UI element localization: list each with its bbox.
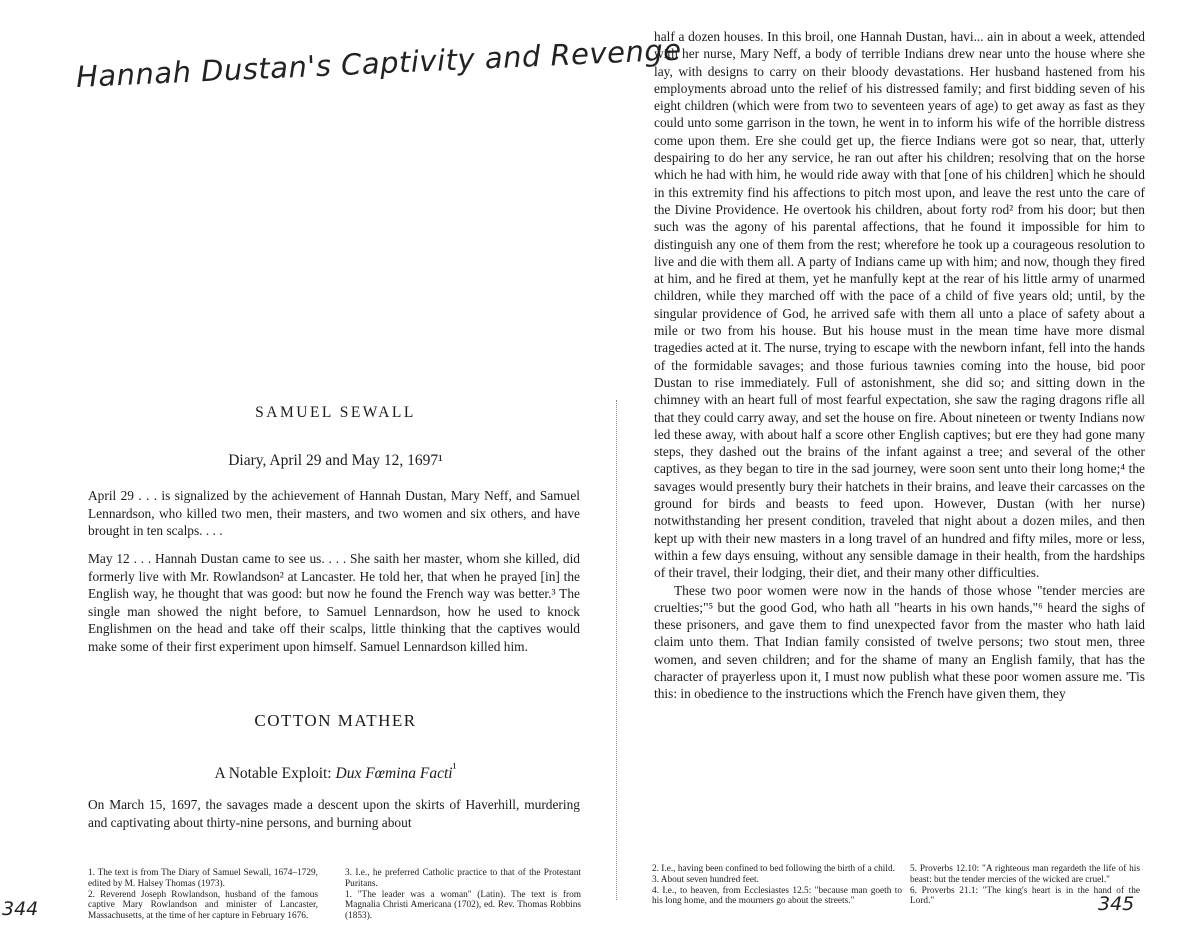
footnote: 3. About seven hundred feet. — [652, 874, 759, 885]
left-footnotes-column-2 — [345, 868, 581, 922]
footnote: 2. I.e., having been confined to bed following the birth of a child. — [652, 864, 895, 874]
right-footnotes-column-1 — [652, 864, 902, 907]
mather-title-latin: Dux Fœmina Facti — [335, 765, 453, 783]
footnote: 5. Proverbs 12.10: "A righteous man regardeth the life of his beast: but the tender mercies of the wicked are cruel." — [910, 864, 1140, 885]
left-page-number: 344 — [2, 898, 39, 920]
right-paragraph-1: half a dozen houses. In this broil, one Hannah Dustan, havi... ain in about a week, attended with her nurse, Mary Neff, a body of terrible Indians drew near unto the house where she lay, with designs to carry on their bloody devastations. Her husband hastened from his employments abroad unto the relief of his distressed family; and first bidding seven of his eight children (which were from two to seventeen years of age) to get away as fast as they could unto some garrison in the town, he went in to inform his wife of the horrible distress come upon them. Ere she could get up, the fierce Indians were got so near, that, utterly despairing to do her any service, he ran out after his children; resolving that on the horse which he had with him, he would ride away with that [one of his children] which he should in this extremity find his affections to pitch most upon, and leave the rest unto the care of the Divine Providence. He overtook his children, about forty rod² from his door; but then such was the agony of his parental affections, that he found it impossible for him to distinguish any one of them from the rest; wherefore he took up a courageous resolution to live and die with them all. A party of Indians came up with him; and now, though they fired at him, and he fired at them, yet he manfully kept at the rear of his little army of unarmed children, while they marched off with the pace of a child of five years old; until, by the singular providence of God, he arrived safe with them all unto a place of safety about a mile or two from his house. But his house must in the mean time have more dismal tragedies acted at it. The nurse, trying to escape with the newborn infant, fell into the hands of the formidable savages; and those furious tawnies coming into the house, bid poor Dustan to rise immediately. Full of astonishment, she did so; and sitting down in the chimney with an heart full of most fearful expectation, she saw the raging dragons rifle all that they could carry away, and set the house on fire. About nineteen or twenty Indians now led these away, with about half a score other English captives; but ere they had gone many steps, they dashed out the brains of the infant against a tree; and several of the other captives, as they began to tire in the sad journey, were soon sent unto their long home;⁴ the savages would presently bury their hatchets in their brains, and leave their carcasses on the ground for birds and beasts to feed upon. However, Dustan (with her nurse) notwithstanding her present condition, traveled that night about a dozen miles, and then kept up with their new masters in a long travel of an hundred and fifty miles, more or less, within a few days ensuing, without any sensible damage in their health, from the hardships of their travel, their lodging, their diet, and their many other difficulties. — [654, 29, 1145, 581]
mather-title-prefix: A Notable Exploit: — [214, 765, 336, 783]
handwritten-title: Hannah Dustan's Captivity and Revenge — [75, 32, 683, 94]
left-footnotes-column-1 — [88, 868, 318, 922]
right-paragraph-2: These two poor women were now in the hands of those whose "tender mercies are cruelties;"⁵ but the good God, who hath all "hearts in his own hands,"⁶ heard the sighs of these prisoners, and gave them to find unexpected favor from the master who hath laid claim unto them. That Indian family consisted of twelve persons; two stout men, three women, and seven children; and for the shame of many an English family, that has the character of prayerless upon it, I must now publish what these poor women assure me. 'Tis this: in obedience to the instructions which the French have given them, they — [654, 582, 1145, 702]
mather-work-title — [88, 760, 583, 783]
footnote: 3. I.e., he preferred Catholic practice to that of the Protestant Puritans. — [345, 868, 581, 889]
right-page — [612, 0, 1200, 927]
mather-paragraph-opening: On March 15, 1697, the savages made a descent upon the skirts of Haverhill, murdering and captivating about thirty-nine persons, and burning about — [88, 797, 580, 830]
footnote: 6. Proverbs 21.1: "The king's heart is in the hand of the Lord." — [910, 885, 1140, 907]
footnote: 1. "The leader was a woman" (Latin). The text is from Magnalia Christi Americana (1702), ed. Rev. Thomas Robbins (1853). — [345, 889, 581, 922]
right-page-number: 345 — [1098, 893, 1135, 915]
sewall-work-title: Diary, April 29 and May 12, 1697¹ — [228, 452, 443, 469]
footnote: 1. The text is from The Diary of Samuel Sewall, 1674–1729, edited by M. Halsey Thomas (1973). — [88, 868, 318, 889]
footnote: 2. Reverend Joseph Rowlandson, husband of the famous captive Mary Rowlandson and minister of Lancaster, Massachusetts, at the time of her capture in February 1676. — [88, 889, 318, 922]
mather-title-note: ¹ — [452, 760, 457, 775]
mather-author-heading: COTTON MATHER — [254, 711, 417, 730]
sewall-author-heading: SAMUEL SEWALL — [255, 404, 416, 421]
footnote: 4. I.e., to heaven, from Ecclesiastes 12.5: "because man goeth to his long home, and the mourners go about the streets." — [652, 885, 902, 907]
sewall-paragraph-may: May 12 . . . Hannah Dustan came to see us. . . . She saith her master, whom she killed, did formerly live with Mr. Rowlandson² at Lancaster. He told her, that when he prayed [in] the English way, he thought that was good: but now he found the French way was better.³ The single man showed the night before, to Samuel Lennardson, how he used to knock Englishmen on the head and take off their scalps, little thinking that the captives would make some of their first experiment upon himself. Samuel Lennardson killed him. — [88, 551, 580, 654]
sewall-paragraph-april: April 29 . . . is signalized by the achievement of Hannah Dustan, Mary Neff, and Samuel Lennardson, who killed two men, their masters, and two women and six others, and have brought in ten scalps. . . . — [88, 488, 580, 539]
right-body-text — [654, 28, 1145, 703]
